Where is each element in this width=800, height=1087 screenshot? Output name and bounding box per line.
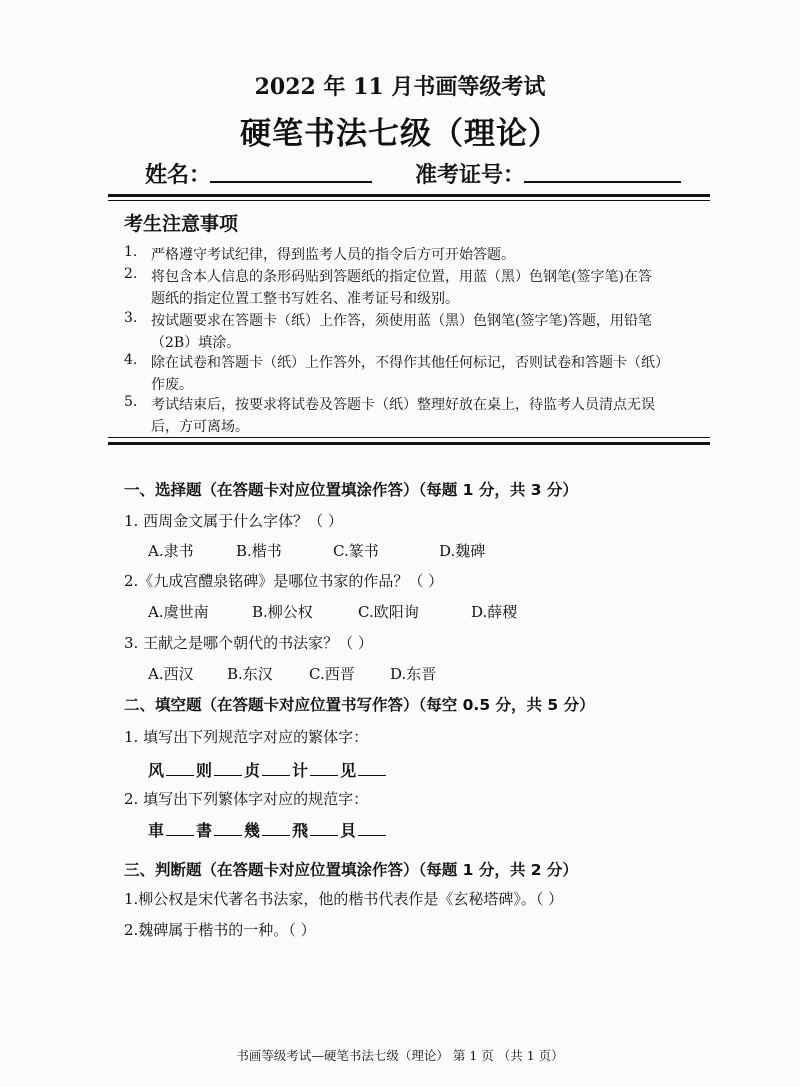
question: 1.柳公权是宋代著名书法家，他的楷书代表作是《玄秘塔碑》。（ ） (124, 890, 564, 908)
note-number: 2. (124, 266, 138, 282)
page-footer: 书画等级考试—硬笔书法七级（理论） 第 1 页 （共 1 页） (236, 1048, 564, 1063)
option: A.西汉 (148, 665, 194, 683)
id-label: 准考证号： (415, 163, 526, 188)
option: D.东晋 (390, 665, 437, 683)
notes-rule-thick (108, 442, 710, 445)
fill-row-simplified: 风 则 贞 计 见 (148, 758, 388, 781)
note-item: 考试结束后，按要求将试卷及答题卡（纸）整理好放在桌上，待监考人员清点无误 后，方可离场。 (151, 397, 655, 435)
header-rule-thin (108, 200, 710, 201)
id-blank (524, 181, 681, 183)
exam-title: 2022 年 11 月书画等级考试 (254, 74, 546, 100)
option: B.柳公权 (252, 603, 313, 621)
note-item: 按试题要求在答题卡（纸）上作答，须使用蓝（黑）色钢笔(签字笔)答题，用铅笔 （2B）填涂。 (151, 313, 652, 351)
option: B.东汉 (227, 665, 273, 683)
question: 2. 填写出下列繁体字对应的规范字： (124, 790, 369, 808)
question: 3. 王献之是哪个朝代的书法家？（ ） (124, 634, 373, 652)
option: B.楷书 (236, 542, 282, 560)
note-item: 除在试卷和答题卡（纸）上作答外，不得作其他任何标记，否则试卷和答题卡（纸） 作废。 (151, 355, 669, 393)
question: 2.魏碑属于楷书的一种。（ ） (124, 921, 316, 939)
note-number: 4. (124, 352, 138, 368)
note-number: 1. (124, 244, 138, 260)
header-rule-thick (108, 194, 710, 197)
question: 2.《九成宫醴泉铭碑》是哪位书家的作品？（ ） (124, 572, 444, 590)
name-label: 姓名： (145, 163, 212, 188)
question: 1. 填写出下列规范字对应的繁体字： (124, 728, 369, 746)
subject-title: 硬笔书法七级（理论） (240, 116, 560, 152)
notes-title: 考生注意事项 (124, 213, 239, 235)
option: C.篆书 (333, 542, 379, 560)
section-fill-title: 二、填空题（在答题卡对应位置书写作答）（每空 0.5 分，共 5 分） (124, 696, 595, 714)
note-number: 3. (124, 310, 138, 326)
option: A.隶书 (148, 542, 194, 560)
option: C.欧阳询 (358, 603, 419, 621)
option: C.西晋 (309, 665, 355, 683)
option: D.魏碑 (439, 542, 486, 560)
section-choice-title: 一、选择题（在答题卡对应位置填涂作答）（每题 1 分，共 3 分） (124, 481, 578, 499)
option: D.薛稷 (471, 603, 518, 621)
note-number: 5. (124, 394, 138, 410)
note-item: 严格遵守考试纪律，得到监考人员的指令后方可开始答题。 (151, 247, 515, 263)
section-judge-title: 三、判断题（在答题卡对应位置填涂作答）（每题 1 分，共 2 分） (124, 861, 578, 879)
name-blank (210, 181, 372, 183)
notes-rule-thin (108, 437, 710, 438)
question: 1. 西周金文属于什么字体？（ ） (124, 512, 343, 530)
option: A.虞世南 (148, 603, 209, 621)
note-item: 将包含本人信息的条形码贴到答题纸的指定位置，用蓝（黑）色钢笔(签字笔)在答 题纸的指定位置工整书写姓名、准考证号和级别。 (151, 269, 652, 307)
fill-row-traditional: 車 書 幾 飛 貝 (148, 818, 388, 841)
